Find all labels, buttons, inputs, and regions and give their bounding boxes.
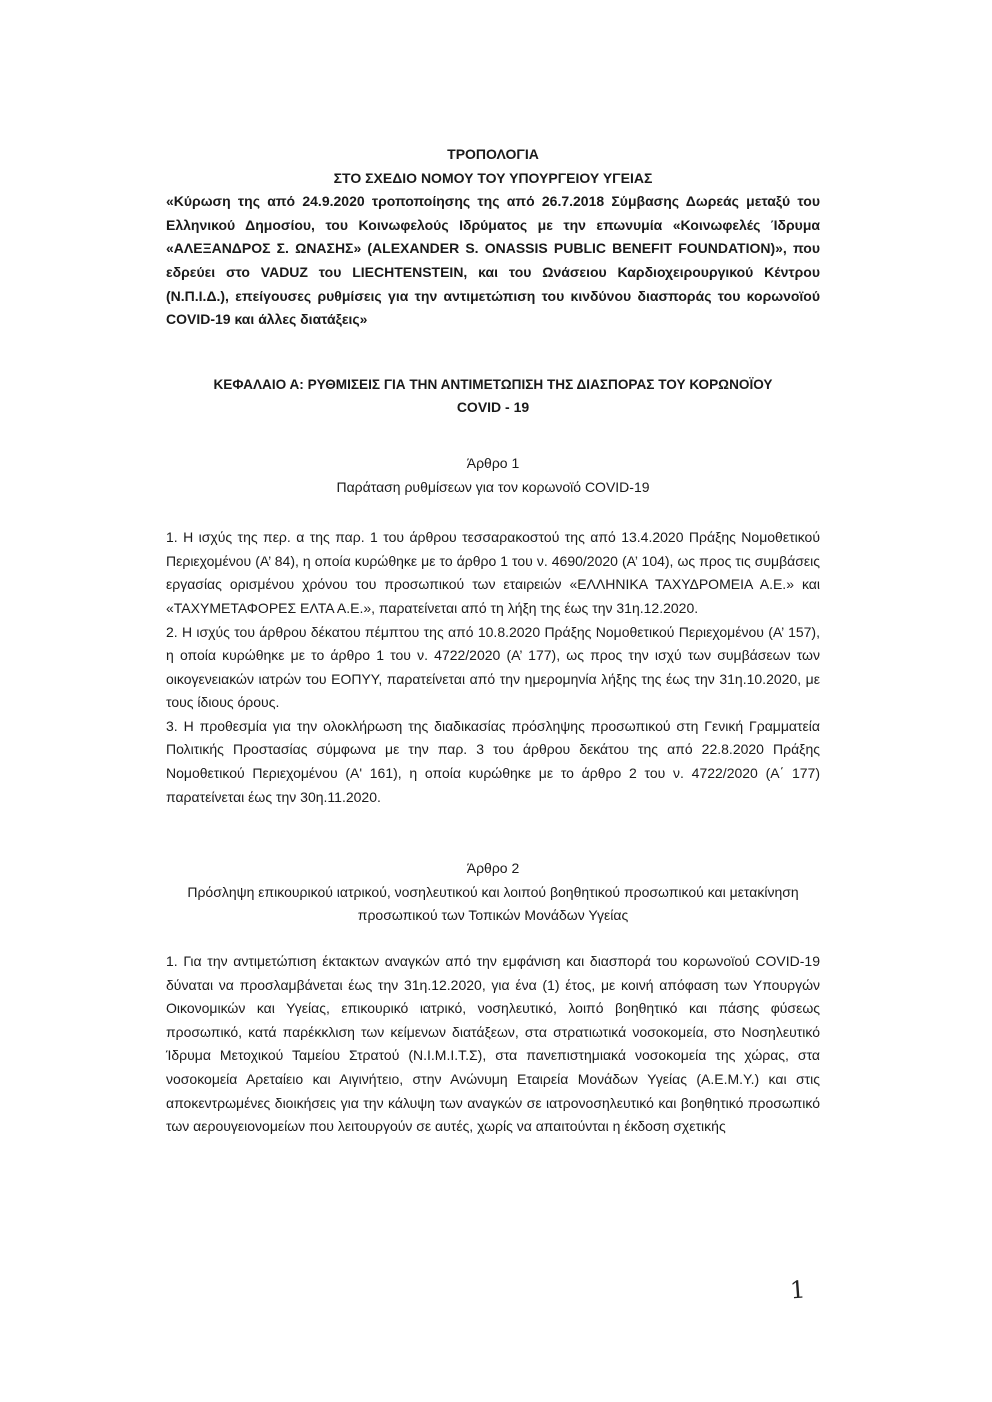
chapter-heading-line2: COVID - 19 xyxy=(456,399,530,416)
article-1-paragraph-2: 2. Η ισχύς του άρθρου δέκατου πέμπτου της από 10.8.2020 Πράξης Νομοθετικού Περιεχομένου (Α’ 157), η οποία κυρώθηκε με το άρθρο 1 του ν. 4722/2020 (Α’ 177), ως προς την ισχύ των συμβάσεων των οικογενειακών ιατρών του ΕΟΠΥΥ, παρατείνεται από την ημερομηνία λήξης της έως την 31η.10.2020, με τους ίδιους όρους. xyxy=(166,623,820,711)
article-2-title: Πρόσληψη επικουρικού ιατρικού, νοσηλευτικού και λοιπού βοηθητικού προσωπικού και μετακίνηση προσωπικού των Τοπικών Μονάδων Υγείας xyxy=(187,883,799,924)
article-1-paragraph-3: 3. Η προθεσμία για την ολοκλήρωση της διαδικασίας πρόσληψης προσωπικού στη Γενική Γραμματεία Πολιτικής Προστασίας σύμφωνα με την παρ. 3 του άρθρου δεκάτου της από 22.8.2020 Πράξης Νομοθετικού Περιεχομένου (Α' 161), η οποία κυρώθηκε με το άρθρο 2 του ν. 4722/2020 (Α΄ 177) παρατείνεται έως την 30η.11.2020. xyxy=(166,717,820,805)
document-page xyxy=(166,143,820,1139)
chapter-heading: ΚΕΦΑΛΑΙΟ Α: ΡΥΘΜΙΣΕΙΣ ΓΙΑ ΤΗΝ ΑΝΤΙΜΕΤΩΠΙΣΗ ΤΗΣ ΔΙΑΣΠΟΡΑΣ ΤΟΥ ΚΟΡΩΝΟΪΟΥ xyxy=(213,376,773,392)
article-2-paragraph-1: 1. Για την αντιμετώπιση έκτακτων αναγκών από την εμφάνιση και διασπορά του κορωνοϊού COVID-19 δύναται να προσλαμβάνεται έως την 31η.12.2020, για ένα (1) έτος, με κοινή απόφαση των Υπουργών Οικονομικών και Υγείας, επικουρικό ιατρικό, νοσηλευτικό, λοιπό βοηθητικό και πάσης φύσεως προσωπικό, κατά παρέκκλιση των κείμενων διατάξεων, στα στρατιωτικά νοσοκομεία, στο Νοσηλευτικό Ίδρυμα Μετοχικού Ταμείου Στρατού (Ν.Ι.Μ.Ι.Τ.Σ), στα πανεπιστημιακά νοσοκομεία της χώρας, στα νοσοκομεία Αρεταίειο και Αιγινήτειο, στην Ανώνυμη Εταιρεία Μονάδων Υγείας (Α.Ε.Μ.Υ.) και στις αποκεντρωμένες διοικήσεις για την κάλυψη των αναγκών σε ιατρονοσηλευτικό και βοηθητικό προσωπικό των αερουγειονομείων που λειτουργούν σε αυτές, χωρίς να απαιτούνται η έκδοση σχετικής xyxy=(166,953,820,1135)
article-1-paragraph-1: 1. Η ισχύς της περ. α της παρ. 1 του άρθρου τεσσαρακοστού της από 13.4.2020 Πράξης Νομοθετικού Περιεχομένου (Α’ 84), η οποία κυρώθηκε με το άρθρο 1 του ν. 4690/2020 (Α’ 104), ως προς τις συμβάσεις εργασίας ορισμένου χρόνου του προσωπικού των εταιρειών «ΕΛΛΗΝΙΚΑ ΤΑΧΥΔΡΟΜΕΙΑ Α.Ε.» και «ΤΑΧΥΜΕΤΑΦΟΡΕΣ ΕΛΤΑ Α.Ε.», παρατείνεται από τη λήξη της έως την 31η.12.2020. xyxy=(166,529,820,616)
document-subtitle: ΣΤΟ ΣΧΕΔΙΟ ΝΟΜΟΥ ΤΟΥ ΥΠΟΥΡΓΕΙΟΥ ΥΓΕΙΑΣ xyxy=(333,169,653,186)
bill-title: «Κύρωση της από 24.9.2020 τροποποίησης της από 26.7.2018 Σύμβασης Δωρεάς μεταξύ του Ελληνικού Δημοσίου, του Κοινωφελούς Ιδρύματος με την επωνυμία «Κοινωφελές Ίδρυμα «ΑΛΕΞΑΝΔΡΟΣ Σ. ΩΝΑΣΗΣ» (ALEXANDER S. ONASSIS PUBLIC BENEFIT FOUNDATION)», που εδρεύει στο VADUZ του LIECHTENSTEIN, και του Ωνάσειου Καρδιοχειρουργικού Κέντρου (Ν.Π.Ι.Δ.), επείγουσες ρυθμίσεις για την αντιμετώπιση του κινδύνου διασποράς του κορωνοϊού COVID-19 και άλλες διατάξεις» xyxy=(166,193,820,328)
article-2-number: Άρθρο 2 xyxy=(466,860,520,877)
page-number: 1 xyxy=(789,1275,807,1305)
document-title: ΤΡΟΠΟΛΟΓΙΑ xyxy=(447,146,539,162)
article-1-title: Παράταση ρυθμίσεων για τον κορωνοϊό COVID-19 xyxy=(336,478,650,495)
article-1-number: Άρθρο 1 xyxy=(466,454,520,471)
